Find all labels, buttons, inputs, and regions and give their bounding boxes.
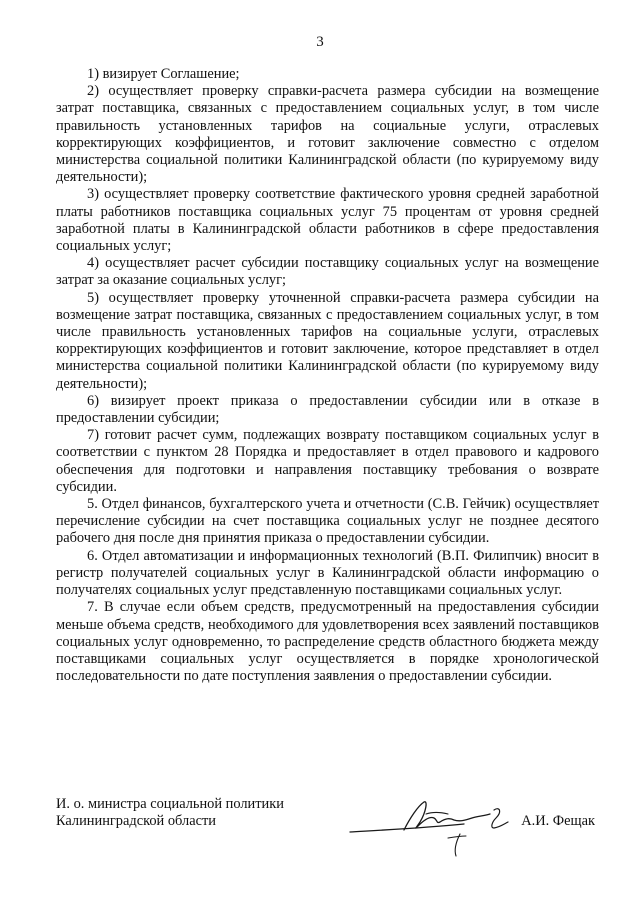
signer-name: А.И. Фещак <box>521 813 595 829</box>
paragraph-item-4: 4) осуществляет расчет субсидии поставщику социальных услуг на возмещение затрат за оказание социальных услуг; <box>56 255 599 289</box>
signer-position-line-2: Калининградской области <box>56 813 216 830</box>
paragraph-item-3: 3) осуществляет проверку соответствие фактического уровня средней заработной платы работников поставщика социальных услуг 75 процентам от уровня средней заработной платы в Калининградской области работников в сфере предоставления социальных услуг; <box>56 186 599 255</box>
paragraph-section-7: 7. В случае если объем средств, предусмотренный на предоставления субсидии меньше объема средств, необходимого для удовлетворения всех заявлений поставщиков социальных услуг одновременно, то распределение средств областного бюджета между поставщиками социальных услуг осуществляется в порядке хронологической последовательности по дате поступления заявления о предоставлении субсидии. <box>56 599 599 685</box>
signer-position <box>56 796 284 830</box>
page-number: 3 <box>316 34 324 50</box>
signer-position-line-1: И. о. министра социальной политики <box>56 796 284 812</box>
signature-block <box>56 796 599 856</box>
paragraph-section-6: 6. Отдел автоматизации и информационных технологий (В.П. Филипчик) вносит в регистр получателей социальных услуг в Калининградской области информацию о получателях социальных услуг представленную поставщиками социальных услуг. <box>56 547 599 599</box>
paragraph-item-5: 5) осуществляет проверку уточненной справки-расчета размера субсидии на возмещение затрат поставщика, связанных с предоставлением социальных услуг, в том числе правильность установленных тарифов на социальные услуги, отраслевых корректирующих коэффициентов и готовит заключение, которое представляет в отдел министерства социальной политики Калининградской области (по курируемому виду деятельности); <box>56 289 599 392</box>
handwritten-signature <box>344 794 514 862</box>
paragraph-item-2: 2) осуществляет проверку справки-расчета размера субсидии на возмещение затрат поставщика, связанных с предоставлением социальных услуг, в том числе правильность установленных тарифов на социальные услуги, отраслевых корректирующих коэффициентов, и готовит заключение совместно с отделом министерства социальной политики Калининградской области (по курируемому виду деятельности); <box>56 83 599 186</box>
paragraph-item-7: 7) готовит расчет сумм, подлежащих возврату поставщиком социальных услуг в соответствии с пунктом 28 Порядка и предоставляет в отдел правового и кадрового обеспечения для подготовки и направления поставщику требования о возврате субсидии. <box>56 427 599 495</box>
paragraph-item-6: 6) визирует проект приказа о предоставлении субсидии или в отказе в предоставлении субсидии; <box>56 392 599 427</box>
paragraph-item-1: 1) визирует Соглашение; <box>87 66 240 82</box>
document-body <box>56 66 599 685</box>
paragraph-section-5: 5. Отдел финансов, бухгалтерского учета и отчетности (С.В. Гейчик) осуществляет перечисление субсидии на счет поставщика социальных услуг не позднее десятого рабочего дня после дня принятия приказа о предоставлении субсидии. <box>56 496 599 547</box>
